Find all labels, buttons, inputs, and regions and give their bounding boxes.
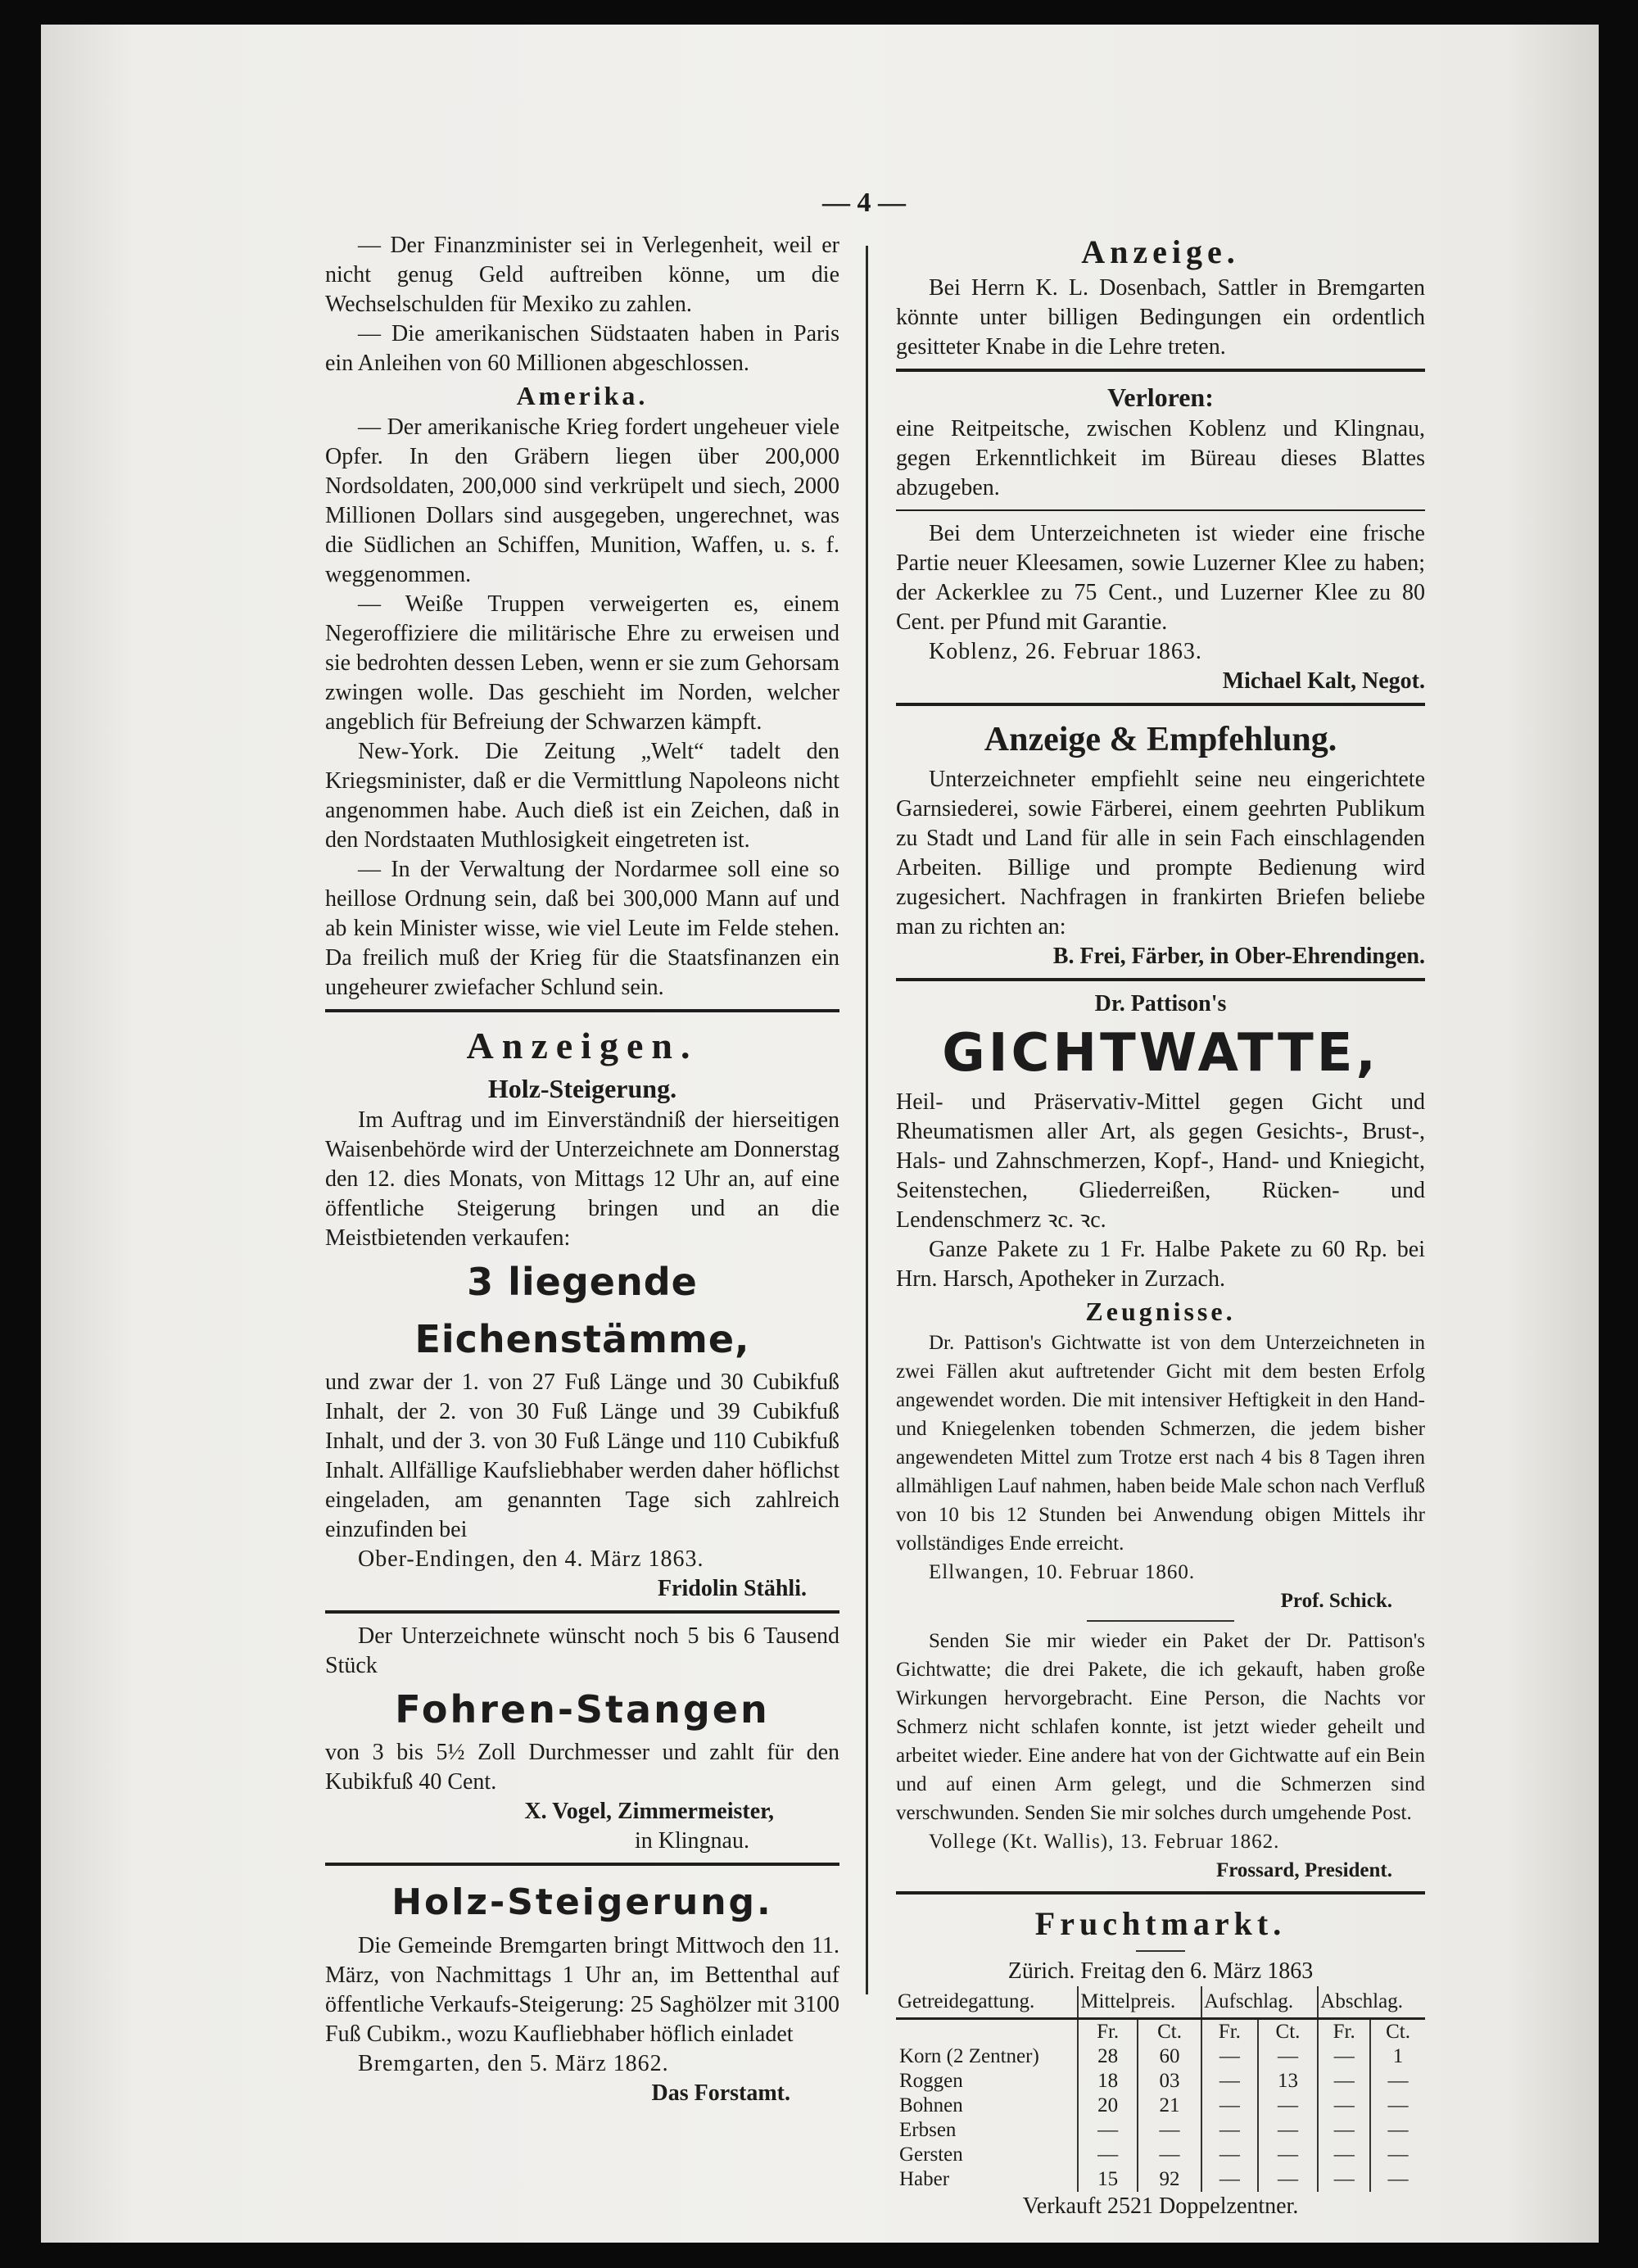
ad-title: Holz-Steigerung. <box>487 1074 677 1103</box>
price-cell: — <box>1258 2143 1319 2167</box>
section-rule <box>896 703 1425 706</box>
header-cell: Aufschlag. <box>1201 1986 1318 2019</box>
table-row <box>896 2118 1425 2143</box>
ad-text: eine Reitpeitsche, zwischen Koblenz und Klingnau, gegen Erkenntlichkeit im Büreau dieses Blattes abzugeben. <box>896 416 1425 500</box>
table-header-row <box>896 1986 1425 2019</box>
zeugnisse-heading: Zeugnisse. <box>1085 1297 1236 1326</box>
price-cell: — <box>1370 2143 1425 2167</box>
price-cell: — <box>1258 2044 1319 2069</box>
price-cell: — <box>1201 2094 1258 2118</box>
price-cell: — <box>1201 2143 1258 2167</box>
unit-cell: Ct. <box>1258 2019 1319 2045</box>
grain-name-cell: Gersten <box>899 2144 963 2166</box>
section-rule <box>896 978 1425 981</box>
left-column <box>325 231 839 2108</box>
table-row <box>896 2167 1425 2192</box>
header-cell: Abschlag. <box>1318 1986 1425 2019</box>
amerika-heading: Amerika. <box>516 381 649 410</box>
testimonial-place-date: Vollege (Kt. Wallis), 13. Februar 1862. <box>929 1831 1280 1853</box>
testimonial-text: Dr. Pattison's Gichtwatte ist von dem Unterzeichneten in zwei Fällen akut auftretender Gicht mit dem besten Erfolg angewendet worden. Die mit intensiver Heftigkeit in den Hand- und Kniegelenken tobenden Schmerzen, die jedem bisher angewendeten Mittel zum Trotze erst nach 4 bis 8 Tagen ihren allmähligen Lauf nahmen, haben beide Male schon nach Verfluß von 10 bis 12 Stunden bei Anwendung obigen Mittels ihr vollständiges Ende erreicht. <box>896 1332 1425 1555</box>
ad-title: GICHTWATTE, <box>942 1023 1379 1084</box>
anzeigen-heading: Anzeigen. <box>466 1025 699 1066</box>
price-cell: — <box>1318 2069 1370 2094</box>
section-rule <box>325 1610 839 1614</box>
fohren-stangen-ad <box>325 1622 839 1856</box>
right-column <box>896 231 1425 2221</box>
testimonial-signature: Prof. Schick. <box>1280 1590 1392 1612</box>
short-rule <box>1136 1950 1185 1952</box>
price-cell: 92 <box>1138 2167 1201 2192</box>
price-cell: — <box>1318 2118 1370 2143</box>
price-cell: — <box>1201 2167 1258 2192</box>
price-cell: — <box>1201 2118 1258 2143</box>
ad-signature: B. Frei, Färber, in Ober-Ehrendingen. <box>1052 944 1425 969</box>
table-row <box>896 2094 1425 2118</box>
ad-text: Die Gemeinde Bremgarten bringt Mittwoch den 11. März, von Nachmittags 1 Uhr an, im Bettenthal auf öffentliche Verkaufs-Steigerung: 25 Saghölzer mit 3100 Fuß Cubikm., wozu Kaufliebhaber höflich einladet <box>325 1933 839 2047</box>
ad-details: und zwar der 1. von 27 Fuß Länge und 30 Cubikfuß Inhalt, der 2. von 30 Fuß Länge und 39 Cubikfuß Inhalt, und der 3. von 30 Fuß Länge und 110 Cubikfuß Inhalt. Allfällige Kaufsliebhaber werden daher höflichst eingeladen, am genannten Tage sich zahlreich einzufinden bei <box>325 1369 839 1542</box>
price-cell: — <box>1370 2069 1425 2094</box>
ad-signature: Michael Kalt, Negot. <box>1222 668 1425 694</box>
anzeige-lehrling-ad <box>896 231 1425 362</box>
ad-text: Unterzeichneter empfiehlt seine neu eingerichtete Garnsiederei, sowie Färberei, einem geehrten Publikum zu Stadt und Land für alle in sein Fach einschlagenden Arbeiten. Billige und prompte Bedienung wird zugesichert. Nachfragen in frankirten Briefen beliebe man zu richten an: <box>896 767 1425 939</box>
price-cell: — <box>1138 2118 1201 2143</box>
price-cell: 28 <box>1078 2044 1138 2069</box>
grain-name-cell: Roggen <box>899 2070 963 2092</box>
news-paragraph: — Der Finanzminister sei in Verlegenheit, weil er nicht genug Geld auftreiben könne, um die Wechselschulden für Mexiko zu zahlen. <box>325 233 839 317</box>
price-cell: — <box>1138 2143 1201 2167</box>
price-cell: — <box>1318 2143 1370 2167</box>
ad-text: Bei dem Unterzeichneten ist wieder eine frische Partie neuer Kleesamen, sowie Luzerner Klee zu haben; der Ackerklee zu 75 Cent., und Luzerner Klee zu 80 Cent. per Pfund mit Garantie. <box>896 521 1425 635</box>
price-cell: — <box>1078 2118 1138 2143</box>
price-cell: — <box>1078 2143 1138 2167</box>
news-paragraph: New-York. Die Zeitung „Welt“ tadelt den Kriegsminister, daß er die Vermittlung Napoleons nicht angenommen habe. Auch dieß ist ein Zeichen, daß in den Nordstaaten Muthlosigkeit eingetreten ist. <box>325 739 839 853</box>
ad-text: Bei Herrn K. L. Dosenbach, Sattler in Bremgarten könnte unter billigen Bedingungen ein ordentlich gesitteter Knabe in die Lehre treten. <box>896 275 1425 360</box>
ad-place-date: Ober-Endingen, den 4. März 1863. <box>358 1546 704 1572</box>
table-row <box>896 2069 1425 2094</box>
news-paragraph: — Weiße Truppen verweigerten es, einem Negeroffiziere die militärische Ehre zu erweisen und sie bedrohten dessen Leben, wenn er sie zum Gehorsam zwingen wolle. Das geschieht im Norden, welcher angeblich für Befreiung der Schwarzen kämpft. <box>325 591 839 735</box>
empfehlung-ad <box>896 714 1425 971</box>
unit-cell: Fr. <box>1318 2019 1370 2045</box>
news-paragraph: — Die amerikanischen Südstaaten haben in Paris ein Anleihen von 60 Millionen abgeschlossen. <box>325 321 839 376</box>
ad-pretitle: Dr. Pattison's <box>1094 991 1227 1016</box>
price-cell: 20 <box>1078 2094 1138 2118</box>
grain-name-cell: Erbsen <box>899 2119 957 2141</box>
price-cell: — <box>1318 2167 1370 2192</box>
ad-text: Im Auftrag und im Einverständniß der hierseitigen Waisenbehörde wird der Unterzeichnete am Donnerstag den 12. dies Monats, von Mittags 12 Uhr an, auf eine öffentliche Steigerung bringen und an die Meistbietenden verkaufen: <box>325 1107 839 1251</box>
price-cell: 15 <box>1078 2167 1138 2192</box>
ad-signature: Das Forstamt. <box>651 2080 790 2106</box>
section-rule <box>325 1009 839 1012</box>
market-date: Zürich. Freitag den 6. März 1863 <box>1007 1958 1314 1984</box>
ad-title: Anzeige. <box>1081 233 1240 270</box>
ad-text: Der Unterzeichnete wünscht noch 5 bis 6 Tausend Stück <box>325 1623 839 1678</box>
price-cell: — <box>1201 2044 1258 2069</box>
section-rule <box>325 1863 839 1866</box>
holz-steigerung-ad <box>325 1021 839 1604</box>
header-cell: Getreidegattung. <box>896 1986 1078 2019</box>
news-section <box>325 231 839 1003</box>
section-rule <box>896 509 1425 511</box>
news-paragraph: — In der Verwaltung der Nordarmee soll eine so heillose Ordnung sein, daß bei 300,000 Mann auf und ab kein Minister wisse, wie viel Leute im Felde stehen. Da freilich muß der Krieg für die Staatsfinanzen ein ungeheurer zwiefacher Schlund sein. <box>325 857 839 1000</box>
grain-name-cell: Haber <box>899 2168 950 2190</box>
table-row <box>896 2143 1425 2167</box>
price-cell: 13 <box>1258 2069 1319 2094</box>
page-number: — 4 — <box>822 188 906 218</box>
price-cell: — <box>1370 2118 1425 2143</box>
unit-cell: Fr. <box>1078 2019 1138 2045</box>
table-unit-row <box>896 2019 1425 2045</box>
ad-title: Anzeige & Empfehlung. <box>984 721 1337 758</box>
ad-place-date: Bremgarten, den 5. März 1862. <box>358 2051 669 2076</box>
price-cell: — <box>1258 2094 1319 2118</box>
market-footer: Verkauft 2521 Doppelzentner. <box>1022 2193 1299 2219</box>
verloren-ad <box>896 380 1425 503</box>
ad-text: Heil- und Präservativ-Mittel gegen Gicht und Rheumatismen aller Art, als gegen Gesichts-, Brust-, Hals- und Zahnschmerzen, Kopf-, Hand- und Kniegicht, Seitenstechen, Gliederreißen, Rücken- und Lendenschmerz ꝛc. ꝛc. <box>896 1089 1425 1233</box>
ad-signature: X. Vogel, Zimmermeister, <box>524 1799 774 1824</box>
ad-title: Holz-Steigerung. <box>391 1881 773 1923</box>
kleesamen-ad <box>896 519 1425 696</box>
price-cell: — <box>1258 2167 1319 2192</box>
ad-item: Fohren-Stangen <box>395 1687 770 1732</box>
price-cell: 18 <box>1078 2069 1138 2094</box>
unit-cell: Fr. <box>1201 2019 1258 2045</box>
grain-name-cell: Bohnen <box>899 2094 963 2116</box>
ad-place-date: Koblenz, 26. Februar 1863. <box>929 639 1202 664</box>
news-paragraph: — Der amerikanische Krieg fordert ungeheuer viele Opfer. In den Gräbern liegen über 200,000 Nordsoldaten, 200,000 sind verkrüpelt und siech, 2000 Millionen Dollars sind ausgegeben, ungerechnet, was die Südlichen an Schiffen, Munition, Waffen, u. s. f. weggenommen. <box>325 414 839 587</box>
section-rule <box>896 369 1425 372</box>
testimonial-place-date: Ellwangen, 10. Februar 1860. <box>929 1561 1196 1583</box>
price-cell: — <box>1370 2167 1425 2192</box>
gichtwatte-ad <box>896 989 1425 1885</box>
testimonial-text: Senden Sie mir wieder ein Paket der Dr. Pattison's Gichtwatte; die drei Pakete, die ich gekauft, haben große Wirkungen hervorgebracht. Eine Person, die Nachts vor Schmerz nicht schlafen konnte, ist jetzt wieder geheilt und arbeitet wieder. Eine andere hat von der Gichtwatte auf ein Bein und auf einen Arm gelegt, und die Schmerzen sind verschwunden. Senden Sie mir solches durch umgehende Post. <box>896 1630 1425 1824</box>
ad-item: 3 liegende Eichenstämme, <box>414 1260 750 1361</box>
price-cell: — <box>1318 2044 1370 2069</box>
price-table <box>896 1986 1425 2192</box>
testimonial-signature: Frossard, President. <box>1215 1859 1392 1881</box>
unit-cell: Ct. <box>1138 2019 1201 2045</box>
ad-title: Verloren: <box>1107 383 1214 412</box>
price-cell: — <box>1201 2069 1258 2094</box>
price-cell: 03 <box>1138 2069 1201 2094</box>
fruchtmarkt-section <box>896 1903 1425 2221</box>
price-cell: 60 <box>1138 2044 1201 2069</box>
price-cell: — <box>1318 2094 1370 2118</box>
holz-steigerung-2-ad <box>325 1874 839 2108</box>
table-row <box>896 2044 1425 2069</box>
price-cell: 21 <box>1138 2094 1201 2118</box>
section-rule <box>896 1891 1425 1895</box>
price-cell: — <box>1258 2118 1319 2143</box>
grain-name-cell: Korn (2 Zentner) <box>899 2045 1039 2067</box>
ad-details: von 3 bis 5½ Zoll Durchmesser und zahlt für den Kubikfuß 40 Cent. <box>325 1740 839 1795</box>
ad-price: Ganze Pakete zu 1 Fr. Halbe Pakete zu 60 Rp. bei Hrn. Harsch, Apotheker in Zurzach. <box>896 1237 1425 1292</box>
fruchtmarkt-heading: Fruchtmarkt. <box>1034 1905 1287 1942</box>
price-cell: — <box>1370 2094 1425 2118</box>
unit-cell: Ct. <box>1370 2019 1425 2045</box>
ad-signature-place: in Klingnau. <box>635 1828 749 1854</box>
ad-signature: Fridolin Stähli. <box>657 1576 807 1601</box>
header-cell: Mittelpreis. <box>1078 1986 1201 2019</box>
price-cell: 1 <box>1370 2044 1425 2069</box>
column-divider <box>866 246 868 1994</box>
short-rule <box>1087 1620 1234 1622</box>
